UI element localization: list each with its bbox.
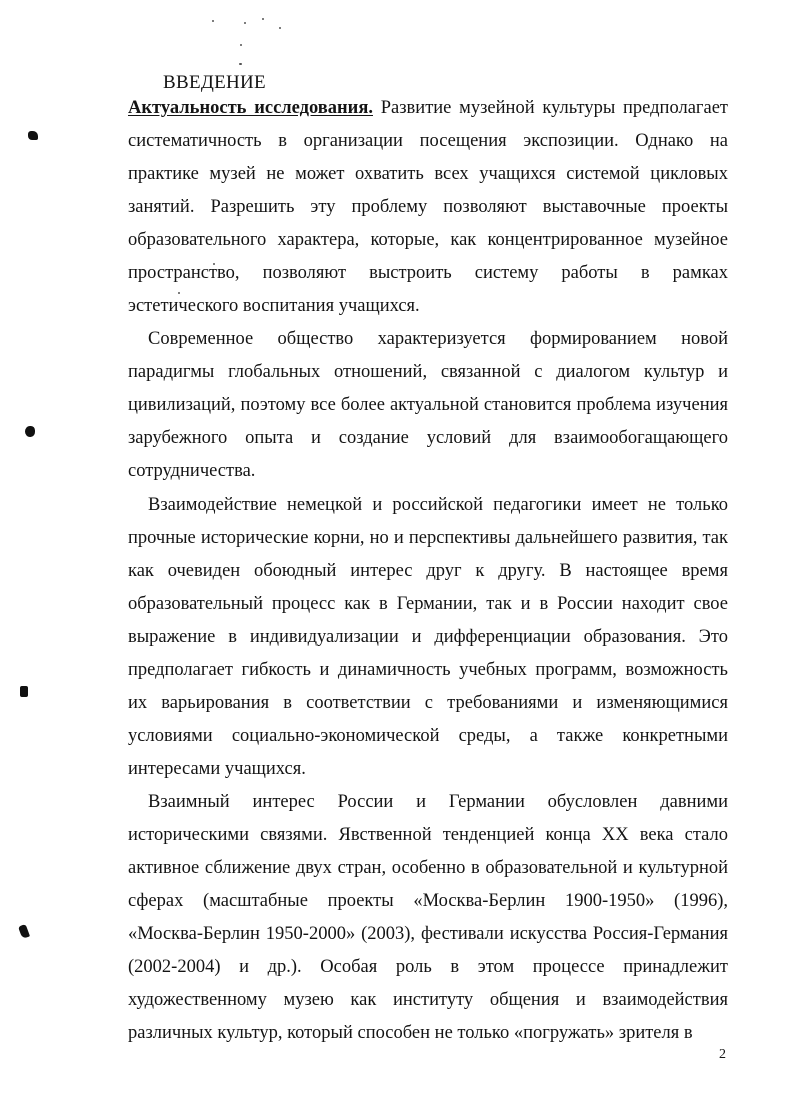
scan-speck (240, 44, 242, 46)
scan-speck (262, 18, 264, 20)
scan-mark-4 (18, 924, 30, 939)
scan-speck (244, 22, 246, 24)
scan-mark-3 (20, 686, 28, 697)
scan-mark-1 (28, 131, 38, 140)
paragraph-text: Развитие музейной культуры предполагает систематичность в организации посещения экспозиции. Однако на практике музей не может охватить всех учащихся системой цикловых занятий. Разрешить эту проблему позволяют выставочные проекты образовательного характера, которые, как концентрированное музейное пространство, позволяют выстроить систему работы в рамках эстетического воспитания учащихся. (128, 98, 728, 316)
page-number: 2 (719, 1047, 726, 1062)
scan-speck (212, 20, 214, 22)
scan-speck (239, 63, 242, 65)
paragraph-pedagogy: Взаимодействие немецкой и российской педагогики имеет не только прочные исторические корни, но и перспективы дальнейшего развития, так как очевиден обоюдный интерес друг к другу. В настоящее время образовательный процесс как в Германии, так и в России находит свое выражение в индивидуализации и дифференциации образования. Это предполагает гибкость и динамичность учебных программ, возможность их варьирования в соответствии с требованиями и изменяющимися условиями социально-экономической среды, а также конкретными интересами учащихся. (128, 495, 728, 779)
paragraph-mutual-interest: Взаимный интерес России и Германии обусловлен давними историческими связями. Явственной тенденцией конца XX века стало активное сближение двух стран, особенно в образовательной и культурной сферах (масштабные проекты «Москва-Берлин 1900-1950» (1996), «Москва-Берлин 1950-2000» (2003), фестивали искусства Россия-Германия (2002-2004) и др.). Особая роль в этом процессе принадлежит художественному музею как институту общения и взаимодействия различных культур, который способен не только «погружать» зрителя в (128, 792, 728, 1043)
scan-speck (279, 27, 281, 29)
paragraph-relevance (128, 92, 728, 323)
section-heading: ВВЕДЕНИЕ (163, 72, 266, 93)
scan-mark-2 (25, 426, 35, 437)
paragraph-lead: Актуальность исследования. (128, 98, 373, 118)
paragraph-society: Современное общество характеризуется формированием новой парадигмы глобальных отношений, связанной с диалогом культур и цивилизаций, поэтому все более актуальной становится проблема изучения зарубежного опыта и создание условий для взаимообогащающего сотрудничества. (128, 329, 728, 481)
